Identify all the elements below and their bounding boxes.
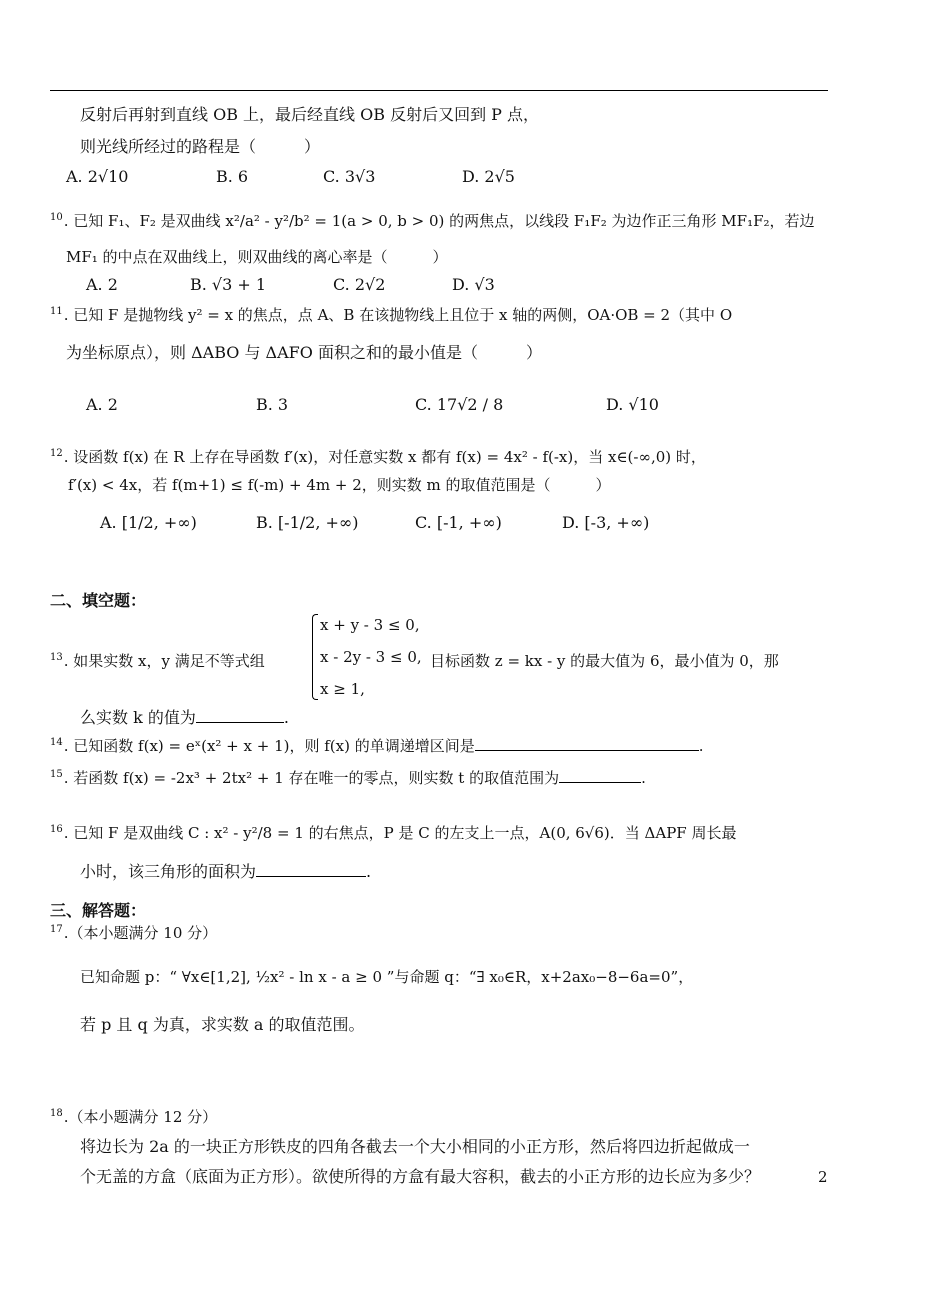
q17-points: .（本小题满分 10 分）: [63, 924, 218, 942]
q13-number: 13: [50, 652, 63, 663]
q12-stem: . 设函数 f(x) 在 R 上存在导函数 f′(x)，对任意实数 x 都有 f(x) = 4x² - f(-x)，当 x∈(-∞,0) 时，: [63, 448, 706, 466]
q10-line1: [50, 210, 815, 235]
q14-line: $^{14}$. 已知函数 f(x) = eˣ(x² + x + 1)，则 f(x) 的单调递增区间是 .: [50, 734, 704, 760]
q14-answer-blank[interactable]: [475, 734, 699, 751]
q9-option-c: C. 3√3: [323, 167, 376, 186]
q9-text-line2: 则光线所经过的路程是（ ）: [80, 137, 321, 156]
q16-line2-text: 小时，该三角形的面积为: [80, 862, 257, 881]
q15-answer-blank[interactable]: [559, 766, 641, 783]
q13-sys-row1: x + y - 3 ≤ 0,: [320, 616, 420, 634]
section-solve-heading: 三、解答题：: [50, 901, 147, 920]
q16-line1: [50, 822, 736, 847]
q10-option-b: B. √3 + 1: [190, 275, 267, 294]
q12-number: 12: [50, 448, 63, 459]
q11-option-a: A. 2: [86, 395, 118, 414]
section-fill-in-heading: 二、填空题：: [50, 591, 147, 610]
q18-points: .（本小题满分 12 分）: [63, 1108, 218, 1126]
q11-option-c: C. 17√2 / 8: [415, 395, 504, 414]
q10-stem: . 已知 F₁、F₂ 是双曲线 x²/a² - y²/b² = 1(a > 0, b > 0) 的两焦点，以线段 F₁F₂ 为边作正三角形 MF₁F₂，若边: [63, 212, 815, 230]
q11-stem: . 已知 F 是抛物线 y² = x 的焦点，点 A、B 在该抛物线上且位于 x 轴的两侧，OA·OB = 2（其中 O: [63, 306, 733, 324]
q9-text-line1: 反射后再射到直线 OB 上，最后经直线 OB 反射后又回到 P 点，: [80, 105, 540, 124]
q11-option-d: D. √10: [606, 395, 659, 414]
q13-stem: . 如果实数 x，y 满足不等式组: [63, 652, 265, 670]
q12-option-d: D. [-3, +∞): [562, 513, 650, 532]
q10-option-c: C. 2√2: [333, 275, 386, 294]
q18-line1: 将边长为 2a 的一块正方形铁皮的四角各截去一个大小相同的小正方形，然后将四边折起做成一: [80, 1137, 750, 1156]
q17-number: 17: [50, 924, 63, 935]
q10-option-a: A. 2: [86, 275, 118, 294]
q9-option-d: D. 2√5: [462, 167, 515, 186]
q17-head: [50, 922, 217, 947]
q11-line1: [50, 304, 732, 329]
q13-line1-post: 目标函数 z = kx - y 的最大值为 6，最小值为 0，那: [430, 652, 779, 670]
q12-option-b: B. [-1/2, +∞): [256, 513, 359, 532]
q17-line2: 若 p 且 q 为真，求实数 a 的取值范围。: [80, 1015, 365, 1034]
q16-answer-blank[interactable]: [256, 860, 366, 877]
q10-line2: MF₁ 的中点在双曲线上，则双曲线的离心率是（ ）: [66, 248, 448, 266]
q13-line1-pre: [50, 650, 265, 675]
q10-option-d: D. √3: [452, 275, 495, 294]
q18-number: 18: [50, 1108, 63, 1119]
q12-line2: f′(x) < 4x，若 f(m+1) ≤ f(-m) + 4m + 2，则实数 m 的取值范围是（ ）: [68, 476, 611, 494]
q12-option-c: C. [-1, +∞): [415, 513, 502, 532]
q12-option-a: A. [1/2, +∞): [100, 513, 197, 532]
header-rule: [50, 90, 828, 91]
q14-stem: . 已知函数 f(x) = eˣ(x² + x + 1)，则 f(x) 的单调递增区间是: [63, 737, 475, 755]
q13-system-brace: [312, 614, 318, 700]
q16-stem: . 已知 F 是双曲线 C : x² - y²/8 = 1 的右焦点，P 是 C 的左支上一点，A(0, 6√6)．当 ΔAPF 周长最: [63, 824, 737, 842]
q18-head: [50, 1106, 217, 1131]
q16-number: 16: [50, 824, 63, 835]
q17-line1: 已知命题 p：“ ∀x∈[1,2], ½x² - ln x - a ≥ 0 ”与命题 q：“∃ x₀∈R，x+2ax₀−8−6a=0”，: [80, 968, 694, 986]
q11-number: 11: [50, 306, 63, 317]
q10-number: 10: [50, 212, 63, 223]
page-number: 2: [818, 1168, 828, 1186]
q13-sys-row3: x ≥ 1,: [320, 680, 365, 698]
q13-answer-blank[interactable]: [196, 706, 284, 723]
q15-line: $^{15}$. 若函数 f(x) = -2x³ + 2tx² + 1 存在唯一的零点，则实数 t 的取值范围为 .: [50, 766, 646, 792]
q13-sys-row2: x - 2y - 3 ≤ 0,: [320, 648, 422, 666]
q9-option-b: B. 6: [216, 167, 249, 186]
q15-number: 15: [50, 769, 63, 780]
q12-line1: [50, 446, 706, 471]
q16-line2: 小时，该三角形的面积为 .: [80, 862, 372, 881]
q11-option-b: B. 3: [256, 395, 289, 414]
q18-line2: 个无盖的方盒（底面为正方形）。欲使所得的方盒有最大容积，截去的小正方形的边长应为多少？: [80, 1167, 761, 1186]
q14-number: 14: [50, 737, 63, 748]
q13-line2: 么实数 k 的值为 .: [80, 708, 289, 727]
q9-option-a: A. 2√10: [66, 167, 129, 186]
q11-line2: 为坐标原点），则 ΔABO 与 ΔAFO 面积之和的最小值是（ ）: [66, 343, 542, 362]
q13-line2-text: 么实数 k 的值为: [80, 708, 196, 727]
q15-stem: . 若函数 f(x) = -2x³ + 2tx² + 1 存在唯一的零点，则实数 t 的取值范围为: [63, 769, 560, 787]
